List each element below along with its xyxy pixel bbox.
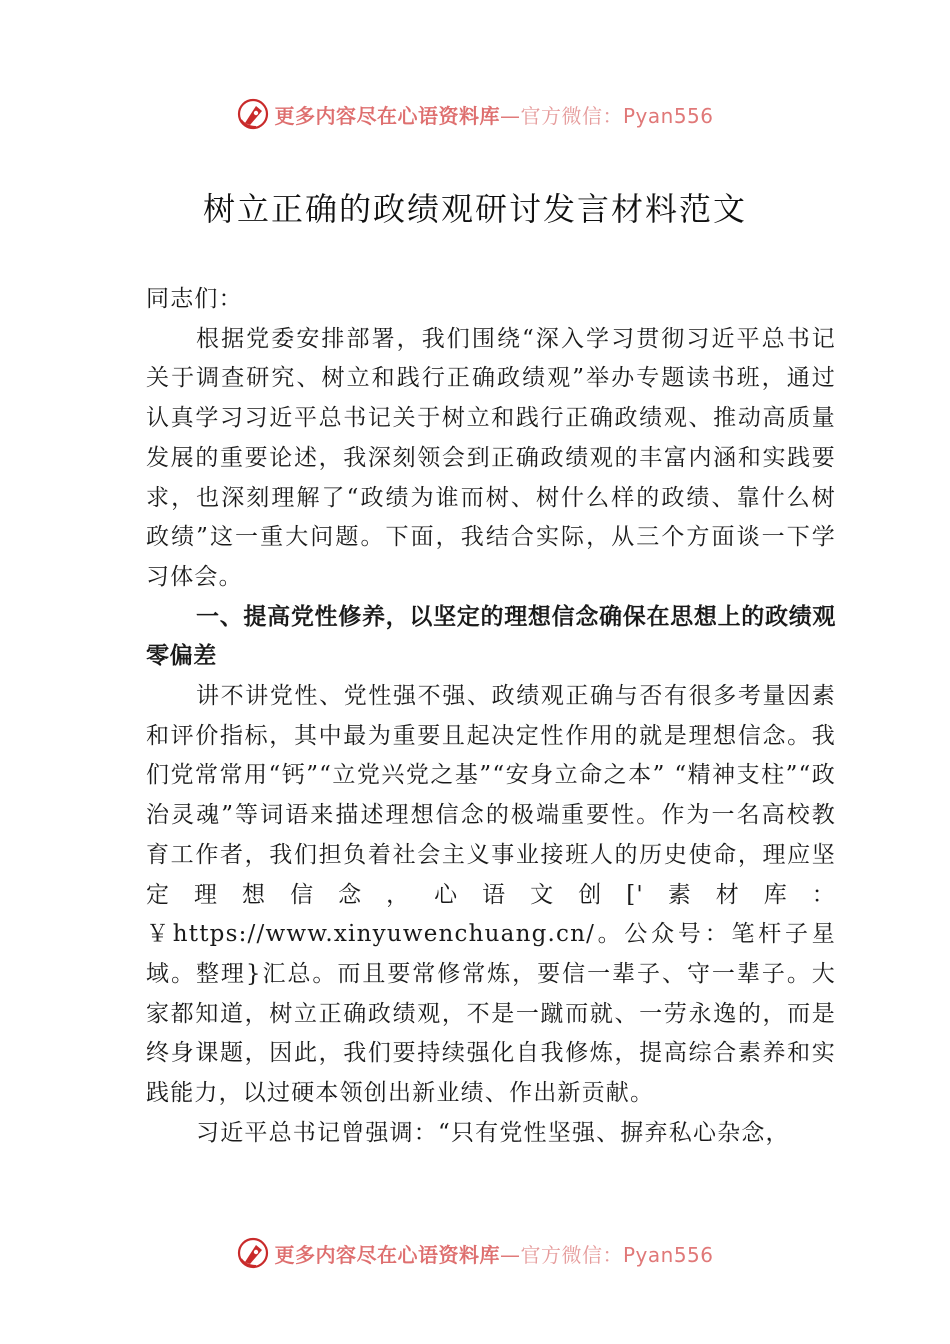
pen-nib-logo-icon [236,1236,270,1270]
document-body [146,280,836,1153]
watermark-dash: — [499,1242,521,1267]
watermark-banner-top [0,94,950,134]
watermark-text [274,100,713,129]
paragraph-2-part-2: 而且要常修常炼，要信一辈子、守一辈子。大家都知道，树立正确政绩观，不是一蹴而就、一劳永逸的，而是终身课题，因此，我们要持续强化自我修炼，提高综合素养和实践能力，以过硬本领创出新业绩、作出新贡献。 [146,960,837,1107]
paragraph-3: 习近平总书记曾强调：“只有党性坚强、摒弃私心杂念， [196,1119,790,1146]
pen-nib-logo-icon [236,97,270,131]
paragraph-2-part-1: 讲不讲党性、党性强不强、政绩观正确与否有很多考量因素和评价指标，其中最为重要且起决定性作用的就是理想信念。我们党常常用“钙”“立党兴党之基”“安身立命之本” “精神支柱”“政治灵魂”等词语来描述理想信念的极端重要性。作为一名高校教育工作者，我们担负着社会主义事业接班人的历史使命，理应坚定理想信念， [146,683,836,908]
watermark-wechat-label: 官方微信： [520,1242,623,1267]
document-title: 树立正确的政绩观研讨发言材料范文 [202,190,747,228]
watermark-wechat-label: 官方微信： [520,103,623,128]
section-heading-1: 一、提高党性修养，以坚定的理想信念确保在思想上的政绩观零偏差 [146,603,836,670]
watermark-banner-bottom [0,1233,950,1273]
watermark-site: 更多内容尽在心语资料库 [274,103,500,128]
paragraph-1: 根据党委安排部署，我们围绕“深入学习贯彻习近平总书记关于调查研究、树立和践行正确政绩观”举办专题读书班，通过认真学习习近平总书记关于树立和践行正确政绩观、推动高质量发展的重要论述，我深刻领会到正确政绩观的丰富内涵和实践要求，也深刻理解了“政绩为谁而树、树什么样的政绩、靠什么树政绩”这一重大问题。下面，我结合实际，从三个方面谈一下学习体会。 [146,325,836,590]
paragraph-2 [146,677,836,1114]
watermark-account: Pyan556 [622,103,714,128]
salutation: 同志们： [146,286,243,312]
watermark-account: Pyan556 [622,1242,714,1267]
watermark-dash: — [499,103,521,128]
watermark-text [274,1239,713,1268]
paragraph-2-source-note: 心语文创['素材库：￥https://www.xinyuwenchuang.cn/。公众号：笔杆子星域。整理}汇总。 [146,881,837,987]
watermark-site: 更多内容尽在心语资料库 [274,1242,500,1267]
